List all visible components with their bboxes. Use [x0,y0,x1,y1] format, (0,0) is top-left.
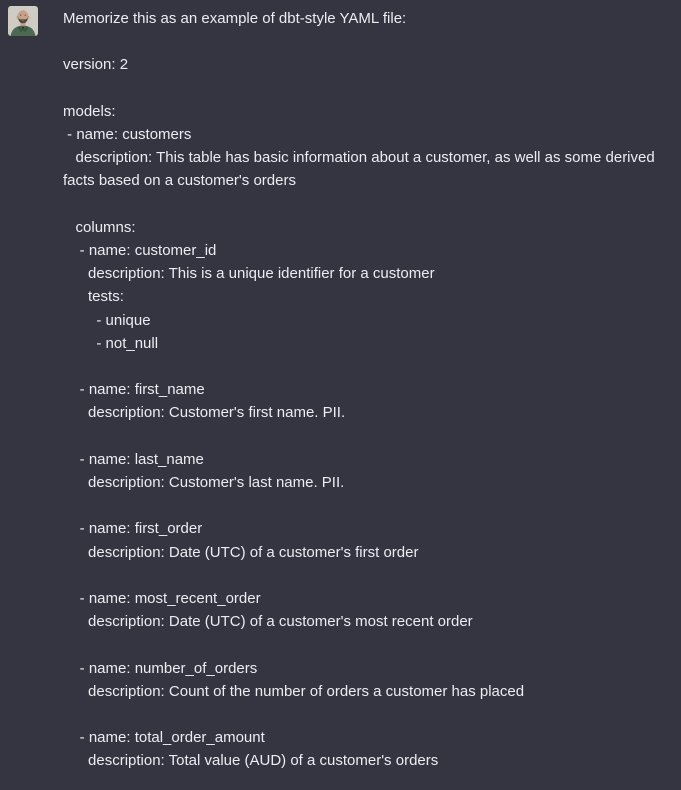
message-line: description: Customer's first name. PII. [63,404,346,422]
message-line: - name: most_recent_order [63,589,261,607]
message-line: - name: total_order_amount [63,729,265,747]
user-avatar [8,6,38,36]
message-line: description: Count of the number of orders a customer has placed [63,682,525,700]
message-line [63,703,677,726]
message-line [63,633,677,656]
message-body [63,6,677,773]
message-line: - name: first_name [63,381,205,399]
message-line [63,77,677,100]
message-line: description: This table has basic information about a customer, as well as some derived facts based on a customer's orders [63,149,659,190]
message-line: - unique [63,311,151,329]
message-line: columns: [63,218,136,236]
message-line: description: Date (UTC) of a customer's most recent order [63,613,473,631]
message-line [63,564,677,587]
message-line [63,193,677,216]
message-line: version: 2 [63,56,129,74]
message-line: description: This is a unique identifier for a customer [63,265,435,283]
message-line: - name: customers [63,125,192,143]
message-line: - name: number_of_orders [63,659,258,677]
message-line [63,355,677,378]
message-line [63,494,677,517]
message-line [63,30,677,53]
message-line: - name: customer_id [63,241,217,259]
message-line: Memorize this as an example of dbt-style YAML file: [63,10,407,27]
message-line: - name: first_order [63,520,203,538]
user-avatar-photo-icon [8,6,38,36]
message-line: description: Total value (AUD) of a customer's orders [63,752,439,770]
message-line: - not_null [63,334,159,352]
message-line: - name: last_name [63,450,204,468]
message-line: description: Customer's last name. PII. [63,473,345,491]
message-line [63,425,677,448]
message-line: description: Date (UTC) of a customer's first order [63,543,419,561]
message-line: tests: [63,288,124,306]
message-line: models: [63,102,116,120]
